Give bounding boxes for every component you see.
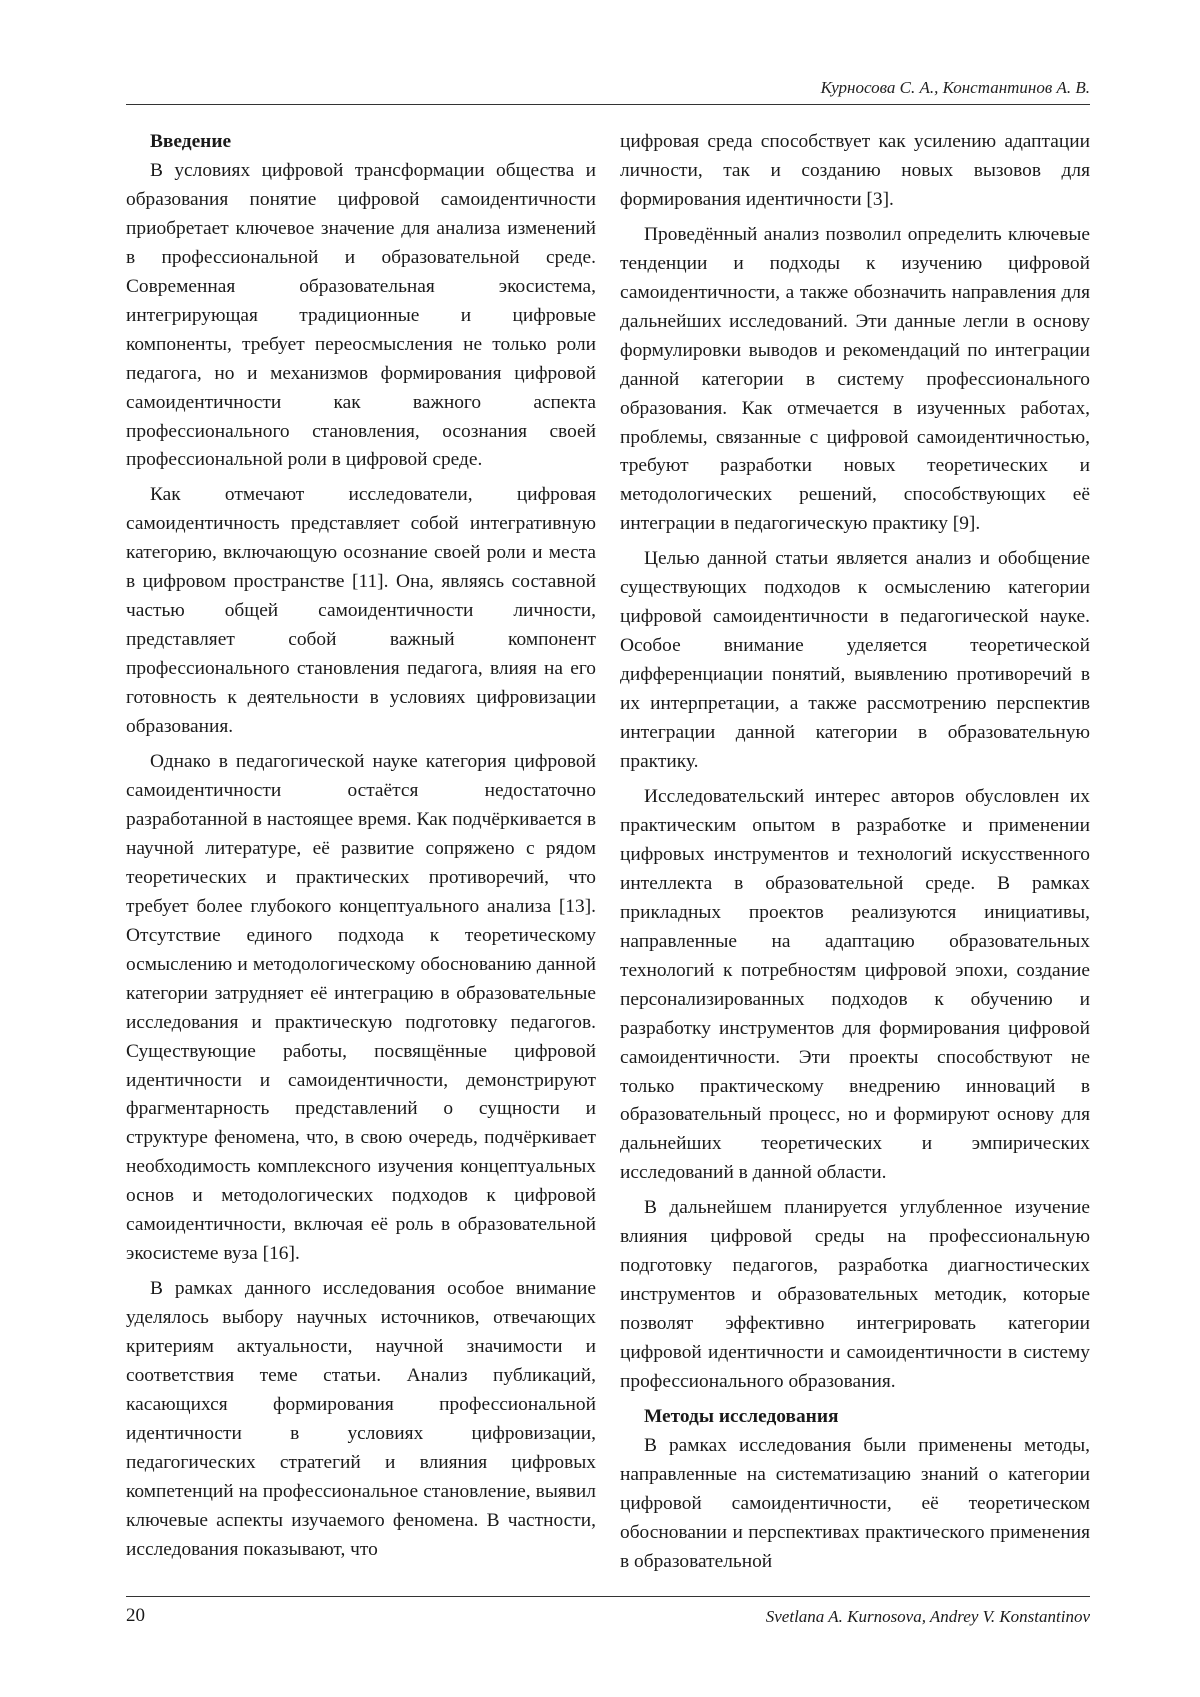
paragraph: Как отмечают исследователи, цифровая самоидентичность представляет собой интегративную категорию, включающую осознание своей роли и места в цифровом пространстве [11]. Она, являясь составной частью общей самоидентичности личности, представляет собой важный компонент профессионального становления педагога, влияя на его готовность к деятельности в условиях цифровизации образования. [126,484,596,738]
paragraph: Проведённый анализ позволил определить ключевые тенденции и подходы к изучению цифровой самоидентичности, а также обозначить направления для дальнейших исследований. Эти данные легли в основу формулировки выводов и рекомендаций по интеграции данной категории в систему профессионального образования. Как отмечается в изученных работах, проблемы, связанные с цифровой самоидентичностью, требуют разработки новых теоретических и методологических решений, способствующих её интеграции в педагогическую практику [9]. [620,223,1090,535]
paragraph: В рамках исследования были применены методы, направленные на систематизацию знаний о категории цифровой самоидентичности, её теоретическом обосновании и перспективах практического применения в образовательной [620,1434,1090,1572]
section-heading-introduction: Введение [150,131,232,152]
paragraph: Однако в педагогической науке категория цифровой самоидентичности остаётся недостаточно разработанной в настоящее время. Как подчёркивается в научной литературе, её развитие сопряжено с рядом теоретических и практических противоречий, что требует более глубокого концептуального анализа [13]. Отсутствие единого подхода к теоретическому осмыслению и методологическому обоснованию данной категории затрудняет её интеграцию в образовательные исследования и практическую подготовку педагогов. Существующие работы, посвящённые цифровой идентичности и самоидентичности, демонстрируют фрагментарность представлений о сущности и структуре феномена, что, в свою очередь, подчёркивает необходимость комплексного изучения концептуальных основ и методологических подходов к цифровой самоидентичности, включая её роль в образовательной экосистеме вуза [16]. [126,751,596,1265]
right-column [620,128,1090,1583]
running-header [126,78,1090,105]
footer-authors: Svetlana A. Kurnosova, Andrey V. Konstantinov [765,1607,1090,1626]
paragraph: В условиях цифровой трансформации общества и образования понятие цифровой самоидентичности приобретает ключевое значение для анализа изменений в профессиональной и образовательной среде. Современная образовательная экосистема, интегрирующая традиционные и цифровые компоненты, требует переосмысления не только роли педагога, но и механизмов формирования цифровой самоидентичности как важного аспекта профессионального становления, осознания своей профессиональной роли в цифровой среде. [126,159,596,471]
paragraph: В рамках данного исследования особое внимание уделялось выбору научных источников, отвечающих критериям актуальности, научной значимости и соответствия теме статьи. Анализ публикаций, касающихся формирования профессиональной идентичности в условиях цифровизации, педагогических стратегий и влияния цифровых компетенций на профессиональное становление, выявил ключевые аспекты изучаемого феномена. В частности, исследования показывают, что [126,1278,596,1560]
page-footer [126,1596,1090,1635]
page-number: 20 [126,1605,145,1626]
paragraph: Исследовательский интерес авторов обусловлен их практическим опытом в разработке и применении цифровых инструментов и технологий искусственного интеллекта в образовательной среде. В рамках прикладных проектов реализуются инициативы, направленные на адаптацию образовательных технологий к потребностям цифровой эпохи, создание персонализированных подходов к обучению и разработку инструментов для формирования цифровой самоидентичности. Эти проекты способствуют не только практическому внедрению инноваций в образовательный процесс, но и формируют основу для дальнейших теоретических и эмпирических исследований в данной области. [620,785,1090,1184]
paragraph: Целью данной статьи является анализ и обобщение существующих подходов к осмыслению категории цифровой самоидентичности в педагогической науке. Особое внимание уделяется теоретической дифференциации понятий, выявлению противоречий в их интерпретации, а также рассмотрению перспектив интеграции данной категории в образовательную практику. [620,548,1090,773]
paragraph: В дальнейшем планируется углубленное изучение влияния цифровой среды на профессиональную подготовку педагогов, разработка диагностических инструментов и образовательных методик, которые позволят эффективно интегрировать категории цифровой идентичности и самоидентичности в систему профессионального образования. [620,1197,1090,1393]
section-heading-methods: Методы исследования [644,1405,839,1427]
left-column [126,128,596,1571]
running-title: Курносова С. А., Константинов А. В. [820,78,1090,97]
paragraph-continued: цифровая среда способствует как усилению адаптации личности, так и созданию новых вызовов для формирования идентичности [3]. [620,131,1090,210]
